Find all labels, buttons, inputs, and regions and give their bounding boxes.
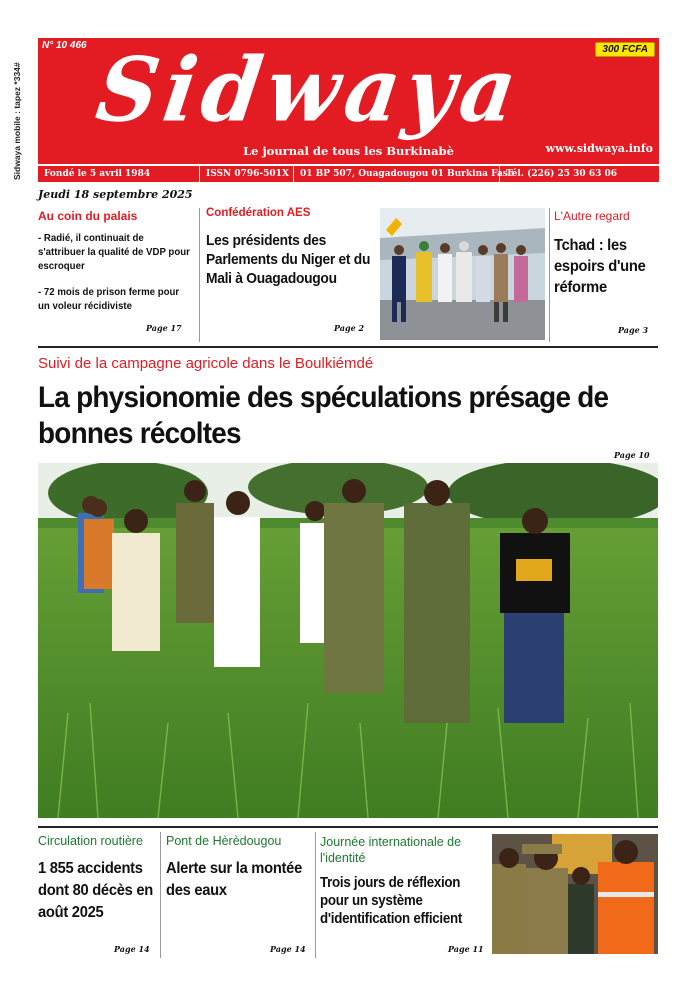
teaser-autre-regard[interactable] — [554, 207, 658, 341]
founded-date: Fondé le 5 avril 1984 — [38, 166, 200, 182]
teaser-kicker: Circulation routière — [38, 834, 143, 848]
teaser-pont[interactable] — [166, 834, 314, 958]
tagline: Le journal de tous les Burkinabè — [243, 144, 454, 158]
section-rule — [38, 346, 658, 348]
teaser-kicker: Journée internationale de l'identité — [320, 835, 462, 865]
column-divider — [549, 208, 550, 342]
page-ref: Page 14 — [270, 944, 306, 954]
info-bar — [38, 166, 659, 182]
main-headline[interactable]: La physionomie des spéculations présage de bonnes récoltes — [38, 381, 609, 450]
teaser-palais[interactable] — [38, 207, 198, 341]
section-rule — [38, 826, 658, 828]
page-ref: Page 11 — [448, 944, 484, 954]
teaser-headline: Les présidents des Parlements du Niger et du Mali à Ouagadougou — [206, 232, 371, 287]
teaser-headline: Tchad : les espoirs d'une réforme — [554, 237, 646, 296]
issue-number: N° 10 466 — [42, 40, 87, 51]
issn: ISSN 0796-501X — [200, 166, 294, 182]
teaser-aes[interactable] — [206, 207, 376, 341]
page-ref: Page 14 — [114, 944, 150, 954]
teaser-kicker: Au coin du palais — [38, 209, 138, 223]
rice-field-photo — [38, 463, 658, 818]
postal-address: 01 BP 507, Ouagadougou 01 Burkina Faso — [294, 166, 500, 182]
teaser-headline: Trois jours de réflexion pour un système d'identification efficient — [320, 875, 463, 927]
price-badge: 300 FCFA — [595, 42, 655, 57]
column-divider — [315, 832, 316, 958]
column-divider — [160, 832, 161, 958]
page-ref: Page 17 — [146, 323, 182, 333]
column-divider — [199, 208, 200, 342]
teaser-item: - 72 mois de prison ferme pour un voleur récidiviste — [38, 286, 180, 312]
teaser-headline: 1 855 accidents dont 80 décès en août 2025 — [38, 860, 154, 921]
phone-number: Tél. (226) 25 30 63 06 — [506, 169, 618, 179]
website-link[interactable]: www.sidwaya.info — [545, 142, 653, 155]
newspaper-logo: Sidwaya — [90, 37, 529, 142]
teaser-circulation[interactable] — [38, 834, 156, 958]
publication-date: Jeudi 18 septembre 2025 — [38, 188, 193, 201]
page-ref: Page 10 — [614, 450, 650, 460]
masthead — [38, 38, 659, 164]
teaser-item: - Radié, il continuait de s'attribuer la qualité de VDP pour escroquer — [38, 232, 190, 272]
identity-day-photo — [492, 834, 658, 954]
teaser-kicker: Pont de Hèrèdougou — [166, 834, 282, 848]
main-kicker: Suivi de la campagne agricole dans le Boulkiémdé — [38, 355, 374, 372]
teaser-kicker: Confédération AES — [206, 207, 311, 219]
teaser-identite[interactable] — [320, 834, 488, 958]
teaser-kicker: L'Autre regard — [554, 209, 630, 223]
page-ref: Page 2 — [334, 323, 365, 333]
mobile-shortcode-note: Sidwaya mobile : tapez *334# — [12, 62, 22, 180]
parliament-leaders-photo — [380, 208, 545, 340]
page-ref: Page 3 — [618, 325, 649, 335]
teaser-headline: Alerte sur la montée des eaux — [166, 860, 303, 899]
